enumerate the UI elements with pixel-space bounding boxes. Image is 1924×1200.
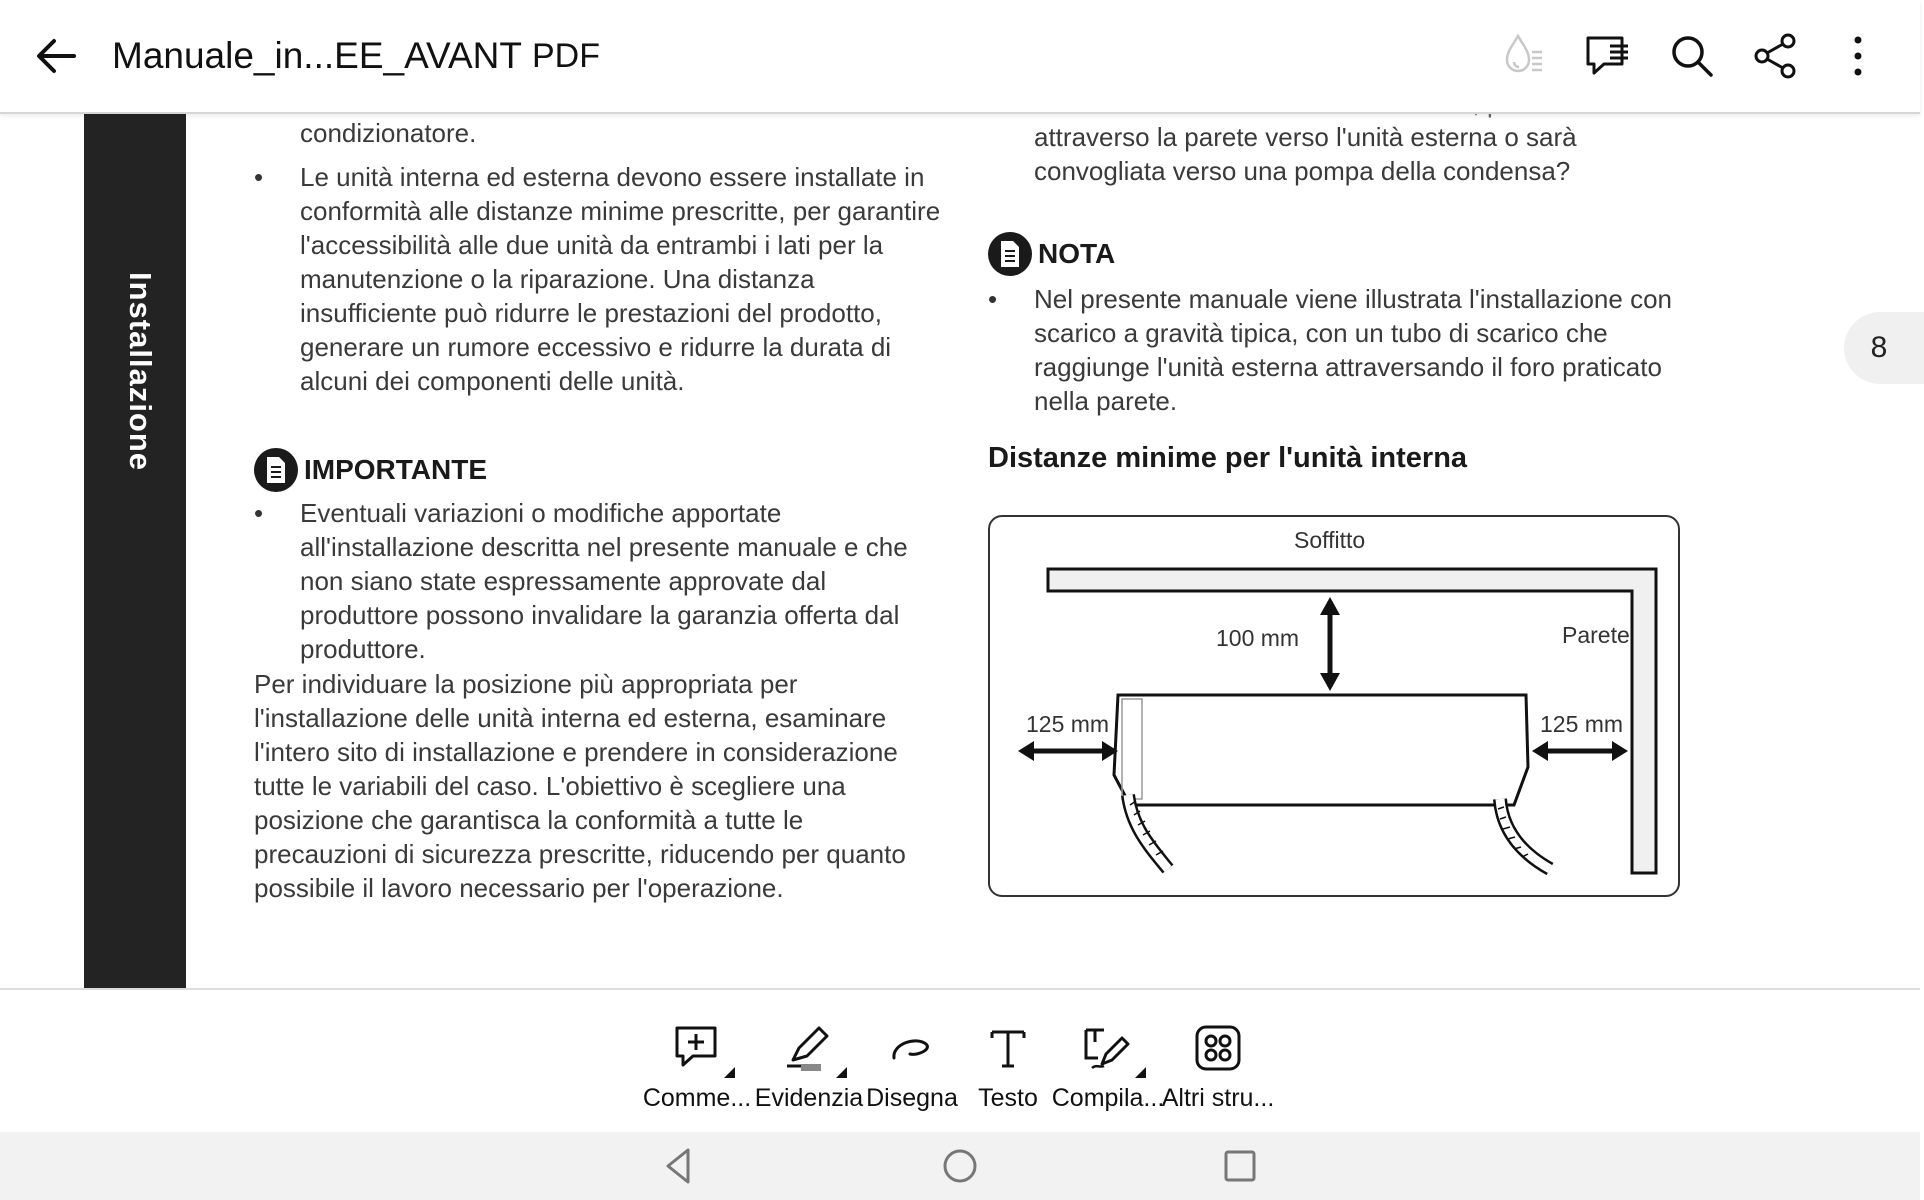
home-circle-icon[interactable]: [936, 1142, 984, 1190]
text-line: attraverso la parete verso l'unità esterna o sarà convogliata verso una pompa della condensa?: [1034, 122, 1577, 186]
comments-list-icon[interactable]: [1580, 28, 1636, 84]
tool-fill-sign[interactable]: [1052, 990, 1164, 1134]
nota-notice-title: [988, 232, 1115, 276]
more-options-icon[interactable]: [1832, 28, 1888, 84]
annotation-toolbar: [0, 988, 1920, 1134]
search-icon[interactable]: [1664, 28, 1720, 84]
more-tools-grid-icon: [1190, 1020, 1246, 1076]
ceiling-label: Soffitto: [1294, 527, 1366, 553]
nota-notice-body: [988, 282, 1688, 418]
highlighter-icon: [781, 1020, 837, 1076]
bullet-item: • Nel presente manuale viene illustrata l'installazione con scarico a gravità tipica, con un tubo di scarico che raggiunge l'unità esterna attraversando il foro praticato nella parete.: [988, 282, 1688, 418]
section-heading: Distanze minime per l'unità interna: [988, 442, 1468, 474]
pdf-page-view[interactable]: [0, 112, 1920, 988]
back-arrow-icon[interactable]: [30, 30, 82, 82]
bullet-item: • Le unità interna ed esterna devono essere installate in conformità alle distanze minime prescritte, per garantire l'accessibilità alle due unità da entrambi i lati per la manutenzione o la riparazione. Una distanza insufficiente può ridurre le prestazioni del prodotto, generare un rumore eccessivo e ridurre la durata di alcuni dei componenti delle unità.: [254, 160, 944, 398]
right-clearance-label: 125 mm: [1540, 711, 1624, 737]
tool-draw-label: Disegna: [866, 1084, 958, 1112]
tool-draw[interactable]: [866, 990, 958, 1134]
important-title-text: IMPORTANTE: [304, 454, 488, 485]
document-title: Manuale_in...EE_AVANT: [112, 35, 522, 76]
nota-title-text: NOTA: [1038, 238, 1116, 269]
left-clearance-label: 125 mm: [1026, 711, 1110, 737]
left-column: [254, 82, 944, 398]
document-type: PDF: [532, 37, 600, 75]
important-notice-body: [254, 496, 944, 666]
tool-fill-sign-label: Compila...: [1051, 1084, 1165, 1112]
page-number-indicator[interactable]: 8: [1844, 312, 1924, 384]
section-side-tab: [84, 112, 186, 988]
paragraph-text: Per individuare la posizione più appropriata per l'installazione delle unità interna ed esterna, esaminare l'intero sito di installazione e prendere in considerazione tutte le variabili del caso. L'obiettivo è scegliere una posizione che garantisca la conformità a tutte le precauzioni di sicurezza prescritte, riducendo per quanto possibile il lavoro necessario per l'operazione.: [254, 669, 906, 903]
tool-more-label: Altri stru...: [1161, 1084, 1275, 1112]
top-app-bar: [0, 0, 1920, 114]
top-clearance-label: 100 mm: [1216, 625, 1300, 651]
tool-highlight[interactable]: [754, 990, 864, 1134]
document-note-icon: [254, 448, 298, 492]
add-comment-icon: [669, 1020, 725, 1076]
text-tool-icon: [980, 1020, 1036, 1076]
clearance-diagram-drawing: [990, 517, 1678, 895]
tool-text-label: Testo: [978, 1084, 1038, 1112]
tool-highlight-label: Evidenzia: [754, 1084, 864, 1112]
document-note-icon: [988, 232, 1032, 276]
reading-mode-icon[interactable]: [1496, 28, 1552, 84]
system-navigation-bar: [0, 1132, 1920, 1200]
tool-comment-label: Comme...: [642, 1084, 752, 1112]
clearance-diagram: [988, 515, 1680, 897]
body-paragraph: [254, 667, 914, 905]
wall-label: Parete: [1562, 622, 1630, 648]
bullet-item: • Eventuali variazioni o modifiche apportate all'installazione descritta nel presente manuale e che non siano state espressamente approvate dal produttore possono invalidare la garanzia offerta dal produttore.: [254, 496, 944, 666]
tool-more[interactable]: [1162, 990, 1274, 1134]
back-triangle-icon[interactable]: [656, 1142, 704, 1190]
freehand-draw-icon: [884, 1020, 940, 1076]
fill-and-sign-icon: [1080, 1020, 1136, 1076]
tool-comment[interactable]: [642, 990, 752, 1134]
tool-text[interactable]: [966, 990, 1050, 1134]
share-icon[interactable]: [1748, 28, 1804, 84]
section-side-tab-label: Installazione: [123, 272, 158, 472]
important-notice-title: [254, 448, 487, 492]
text-line: condizionatore.: [300, 118, 477, 148]
recents-square-icon[interactable]: [1216, 1142, 1264, 1190]
